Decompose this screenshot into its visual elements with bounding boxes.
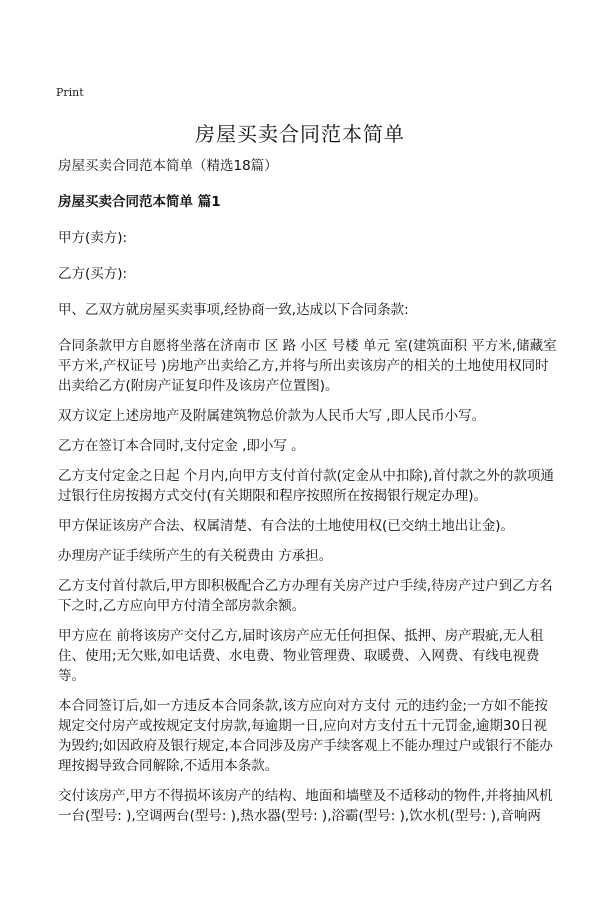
document-subtitle: 房屋买卖合同范本简单（精选18篇） — [58, 158, 278, 174]
paragraph-delivery: 甲方应在 前将该房产交付乙方,届时该房产应无任何担保、抵押、房产瑕疵,无人租住、使用;无欠账,如电话费、水电费、物业管理费、取暖费、入网费、有线电视费等。 — [58, 628, 544, 684]
document-title: 房屋买卖合同范本简单 — [195, 122, 405, 146]
paragraph-seller-guarantee: 甲方保证该房产合法、权属清楚、有合法的土地使用权(已交纳土地出让金)。 — [58, 518, 515, 534]
paragraph-down-payment: 乙方支付定金之日起 个月内,向甲方支付首付款(定金从中扣除),首付款之外的款项通过银行住房按揭方式交付(有关期限和程序按照所在按揭银行规定办理)。 — [58, 468, 554, 504]
paragraph-party-a: 甲方(卖方): — [58, 230, 128, 246]
paragraph-handover: 交付该房产,甲方不得损坏该房产的结构、地面和墙壁及不适移动的物件,并将抽风机一台(型号: ),空调两台(型号: ),热水器(型号: ),浴霸(型号: ),饮水机(型号: ),音响两 — [58, 788, 553, 824]
paragraph-deposit: 乙方在签订本合同时,支付定金 ,即小写 。 — [58, 438, 305, 454]
paragraph-agreement-intro: 甲、乙双方就房屋买卖事项,经协商一致,达成以下合同条款: — [58, 302, 409, 318]
paragraph-transfer: 乙方支付首付款后,甲方即积极配合乙方办理有关房产过户手续,待房产过户到乙方名下之时,乙方应向甲方付清全部房款余额。 — [58, 578, 553, 614]
paragraph-taxes: 办理房产证手续所产生的有关税费由 方承担。 — [58, 548, 333, 564]
print-link[interactable]: Print — [56, 86, 84, 99]
document-body — [58, 156, 558, 836]
paragraph-breach: 本合同签订后,如一方违反本合同条款,该方应向对方支付 元的违约金;一方如不能按规定交付房产或按规定支付房款,每逾期一日,应向对方支付五十元罚金,逾期30日视为毁约;如因政府及银行规定,本合同涉及房产手续客观上不能办理过户或银行不能办理按揭导致合同解除,不适用本条款。 — [58, 698, 553, 774]
paragraph-property-sale: 合同条款甲方自愿将坐落在济南市 区 路 小区 号楼 单元 室(建筑面积 平方米,储藏室 平方米,产权证号 )房地产出卖给乙方,并将与所出卖该房产的相关的土地使用权同时出卖给乙方(附房产证复印件及该房产位置图)。 — [58, 338, 557, 394]
paragraph-total-price: 双方议定上述房地产及附属建筑物总价款为人民币大写 ,即人民币小写。 — [58, 408, 486, 424]
paragraph-party-b: 乙方(买方): — [58, 266, 128, 282]
section-heading: 房屋买卖合同范本简单 篇1 — [58, 194, 221, 210]
